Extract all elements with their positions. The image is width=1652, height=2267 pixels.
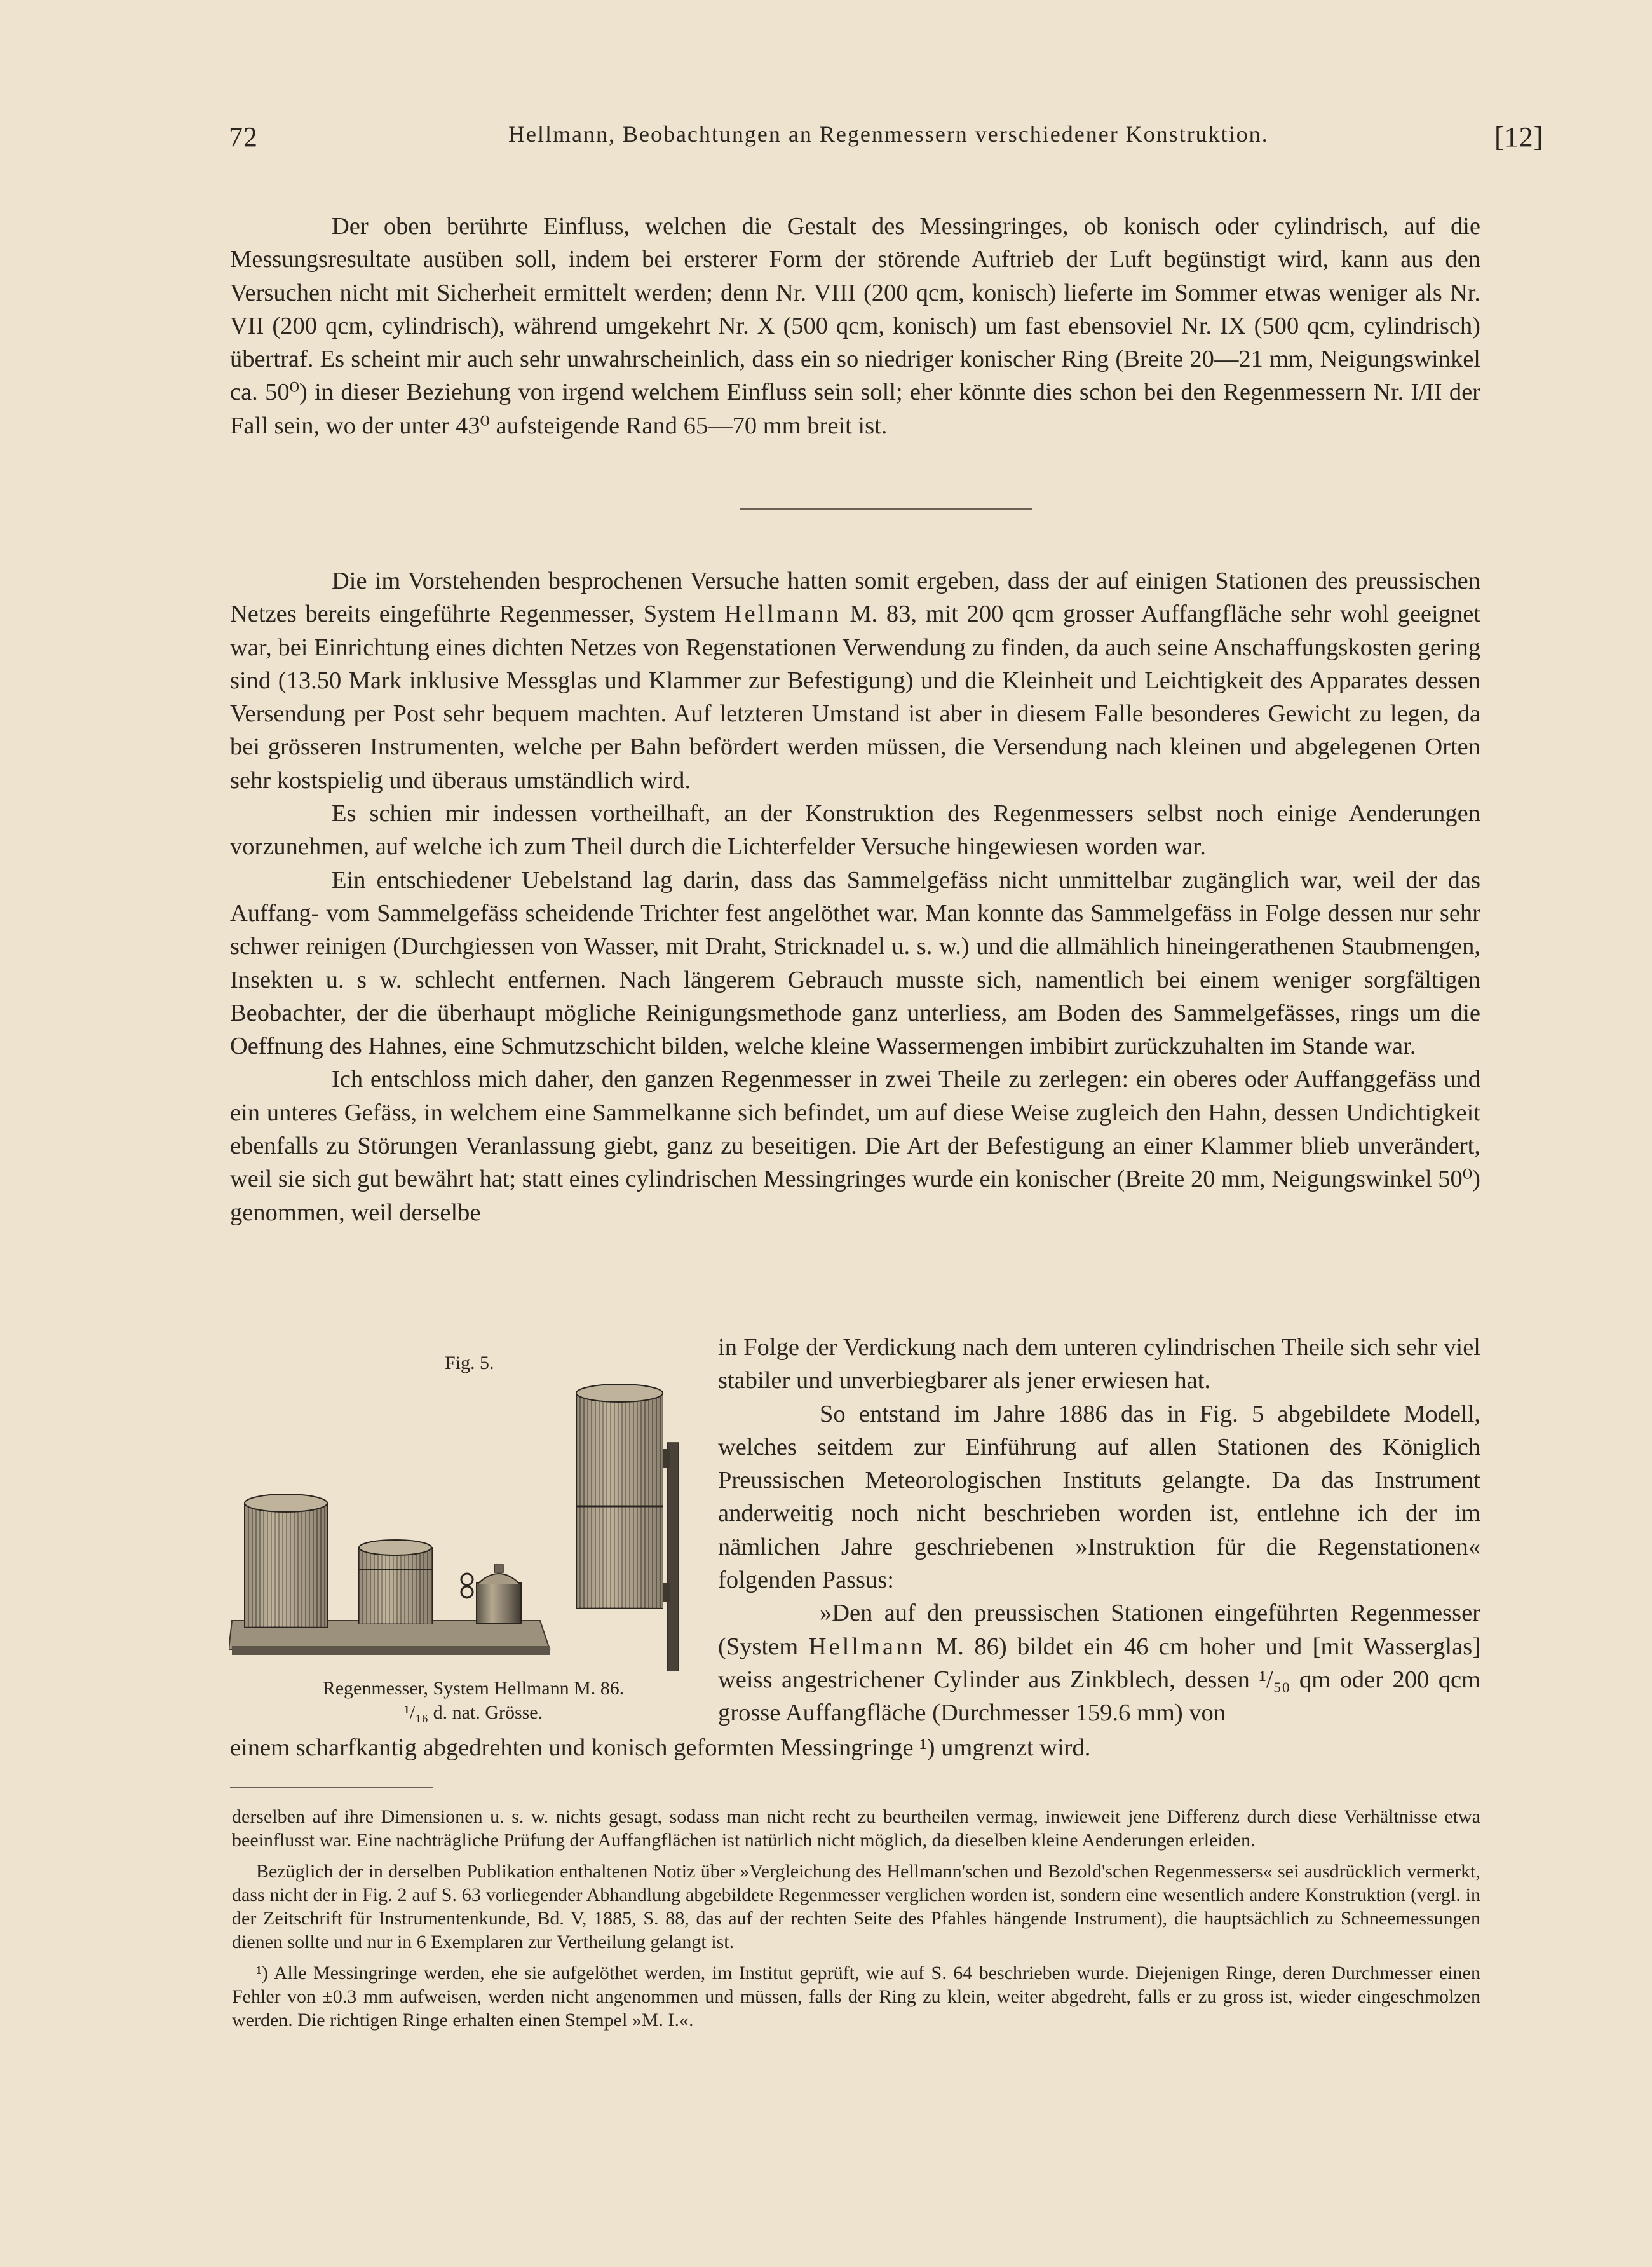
figure-caption-line-1: Regenmesser, System Hellmann M. 86. bbox=[322, 1678, 625, 1699]
paragraph-7-tail: einem scharfkantig abgedrehten und konisch geformten Messingringe ¹) umgrenzt wird. bbox=[230, 1734, 1091, 1761]
figure-label: Fig. 5. bbox=[445, 1352, 494, 1373]
page-number: 72 bbox=[229, 121, 258, 153]
figure-rain-gauge-illustration bbox=[229, 1379, 718, 1671]
running-title: Hellmann, Beobachtungen an Regenmessern verschiedener Konstruktion. bbox=[508, 121, 1269, 147]
footnote-note: Bezüglich der in derselben Publikation enthaltenen Notiz über »Vergleichung des Hellmann'schen und Bezold'schen Regenmessers« sei ausdrücklich vermerkt, dass nicht der in Fig. 2 auf S. 63 vorliegender Abhandlung abgebildete Regenmesser verglichen worden ist, sondern eine wesentlich andere Konstruktion (vergl. in der Zeitschrift für Instrumentenkunde, Bd. V, 1885, S. 88, das auf der rechten Seite des Pfahles hängende Instrument), die hauptsächlich zu Schneemessungen dienen sollte und nur in 6 Exemplaren zur Vertheilung gelangt ist. bbox=[232, 1861, 1480, 1952]
mounting-post bbox=[667, 1443, 679, 1671]
footnotes bbox=[232, 1805, 1480, 2039]
footnote-divider bbox=[230, 1787, 433, 1788]
base-board-edge bbox=[232, 1646, 550, 1655]
paragraph-2: Die im Vorstehenden besprochenen Versuche hatten somit ergeben, dass der auf einigen Stationen des preussischen Netzes bereits eingeführte Regenmesser, System Hellmann M. 83, mit 200 qcm grosser Auffangfläche sehr wohl geeignet war, bei Einrichtung eines dichten Netzes von Regenstationen Verwendung zu finden, da auch seine Anschaffungskosten gering sind (13.50 Mark inklusive Messglas und Klammer zur Befestigung) und die Kleinheit und Leichtigkeit des Apparates dessen Versendung per Post sehr bequem machten. Auf letzteren Umstand ist aber in diesem Falle besonderes Gewicht zu legen, da bei grösseren Instrumenten, welche per Bahn befördert werden müssen, die Versendung nach kleinen und abgelegenen Orten sehr kostspielig und überaus umständlich wird. bbox=[230, 568, 1481, 794]
paragraph-1-block bbox=[230, 210, 1480, 442]
paragraph-7-tail-block bbox=[230, 1731, 1480, 1764]
section-divider bbox=[740, 508, 1032, 510]
footnote-continued: derselben auf ihre Dimensionen u. s. w. nichts gesagt, sodass man nicht recht zu beurtheilen vermag, inwieweit jene Differenz durch diese Verhältnisse etwa beeinflusst war. Eine nachträgliche Prüfung der Auffangflächen ist natürlich nicht möglich, da dieselben kleine Aenderungen erleiden. bbox=[232, 1806, 1480, 1851]
collector-vessel bbox=[245, 1494, 327, 1627]
paragraph-3: Es schien mir indessen vortheilhaft, an der Konstruktion des Regenmessers selbst noch einige Aenderungen vorzunehmen, auf welche ich zum Theil durch die Lichterfelder Versuche hingewiesen worden war. bbox=[230, 800, 1480, 861]
paragraph-6: So entstand im Jahre 1886 das in Fig. 5 abgebildete Modell, welches seitdem zur Einführung auf allen Stationen des Königlich Preussischen Meteorologischen Instituts gelangte. Da das Instrument anderweitig noch nicht beschrieben worden ist, entlehne ich der im nämlichen Jahre geschriebenen »Instruktion für die Regenstationen« folgenden Passus: bbox=[718, 1400, 1480, 1594]
measuring-jug bbox=[461, 1565, 521, 1624]
paragraph-7: »Den auf den preussischen Stationen eingeführten Regenmesser (System Hellmann M. 86) bildet ein 46 cm hoher und [mit Wasserglas] weiss angestrichener Cylinder aus Zinkblech, dessen ¹/₅₀ qm oder 200 qcm grosse Auffangfläche (Durchmesser 159.6 mm) von bbox=[718, 1600, 1480, 1727]
paragraph-1: Der oben berührte Einfluss, welchen die Gestalt des Messingringes, ob konisch oder cylindrisch, auf die Messungsresultate ausüben soll, indem bei ersterer Form der störende Auftrieb der Luft begünstigt wird, kann aus den Versuchen nicht mit Sicherheit ermittelt werden; denn Nr. VIII (200 qcm, konisch) lieferte im Sommer etwas weniger als Nr. VII (200 qcm, cylindrisch), während umgekehrt Nr. X (500 qcm, konisch) um fast ebensoviel Nr. IX (500 qcm, cylindrisch) übertraf. Es scheint mir auch sehr unwahrscheinlich, dass ein so niedriger konischer Ring (Breite 20—21 mm, Neigungswinkel ca. 50⁰) in dieser Beziehung von irgend welchem Einfluss sein soll; eher könnte dies schon bei den Regenmessern Nr. I/II der Fall sein, wo der unter 43⁰ aufsteigende Rand 65—70 mm breit ist. bbox=[230, 213, 1480, 439]
figure-caption bbox=[229, 1677, 718, 1725]
footnote-1: ¹) Alle Messingringe werden, ehe sie aufgelöthet werden, im Institut geprüft, wie auf S. 64 beschrieben wurde. Diejenigen Ringe, deren Durchmesser einen Fehler von ±0.3 mm aufweisen, werden nicht angenommen und müssen, falls der Ring zu klein, weiter abgedreht, falls er zu gross ist, wieder eingeschmolzen werden. Die richtigen Ringe erhalten einen Stempel »M. I.«. bbox=[232, 1963, 1480, 2031]
main-text-block bbox=[230, 564, 1480, 1229]
paragraph-4: Ein entschiedener Uebelstand lag darin, dass das Sammelgefäss nicht unmittelbar zugänglich war, weil der das Auffang- vom Sammelgefäss scheidende Trichter fest angelöthet war. Man konnte das Sammelgefäss in Folge dessen nur sehr schwer reinigen (Durchgiessen von Wasser, mit Draht, Stricknadel u. s. w.) und die allmählich hineingerathenen Staubmengen, Insekten u. s w. schlecht entfernen. Nach längerem Gebrauch musste sich, namentlich bei einem weniger sorgfältigen Beobachter, der die überhaupt mögliche Reinigungsmethode ganz unterliess, am Boden des Sammelgefässes, rings um die Oeffnung des Hahnes, eine Schmutzschicht bilden, welche kleine Wassermengen imbibirt zurückzuhalten im Stande war. bbox=[230, 866, 1480, 1060]
paragraph-5-continued: in Folge der Verdickung nach dem unteren cylindrischen Theile sich sehr viel stabiler und unverbiegbarer als jener erwiesen hat. bbox=[718, 1334, 1480, 1394]
section-number: [12] bbox=[1494, 121, 1544, 153]
collecting-can bbox=[359, 1540, 432, 1624]
paragraph-5: Ich entschloss mich daher, den ganzen Regenmesser in zwei Theile zu zerlegen: ein oberes oder Auffanggefäss und ein unteres Gefäss, in welchem eine Sammelkanne sich befindet, um auf diese Weise zugleich den Hahn, dessen Undichtigkeit ebenfalls zu Störungen Veranlassung giebt, ganz zu beseitigen. Die Art der Befestigung an einer Klammer blieb unverändert, weil sie sich gut bewährt hat; statt eines cylindrischen Messingringes wurde ein konischer (Breite 20 mm, Neigungswinkel 50⁰) genommen, weil derselbe bbox=[230, 1066, 1480, 1226]
assembled-rain-gauge bbox=[576, 1384, 679, 1671]
figure-caption-line-2: ¹/₁₆ d. nat. Grösse. bbox=[403, 1702, 543, 1723]
side-text-block bbox=[718, 1331, 1480, 1730]
